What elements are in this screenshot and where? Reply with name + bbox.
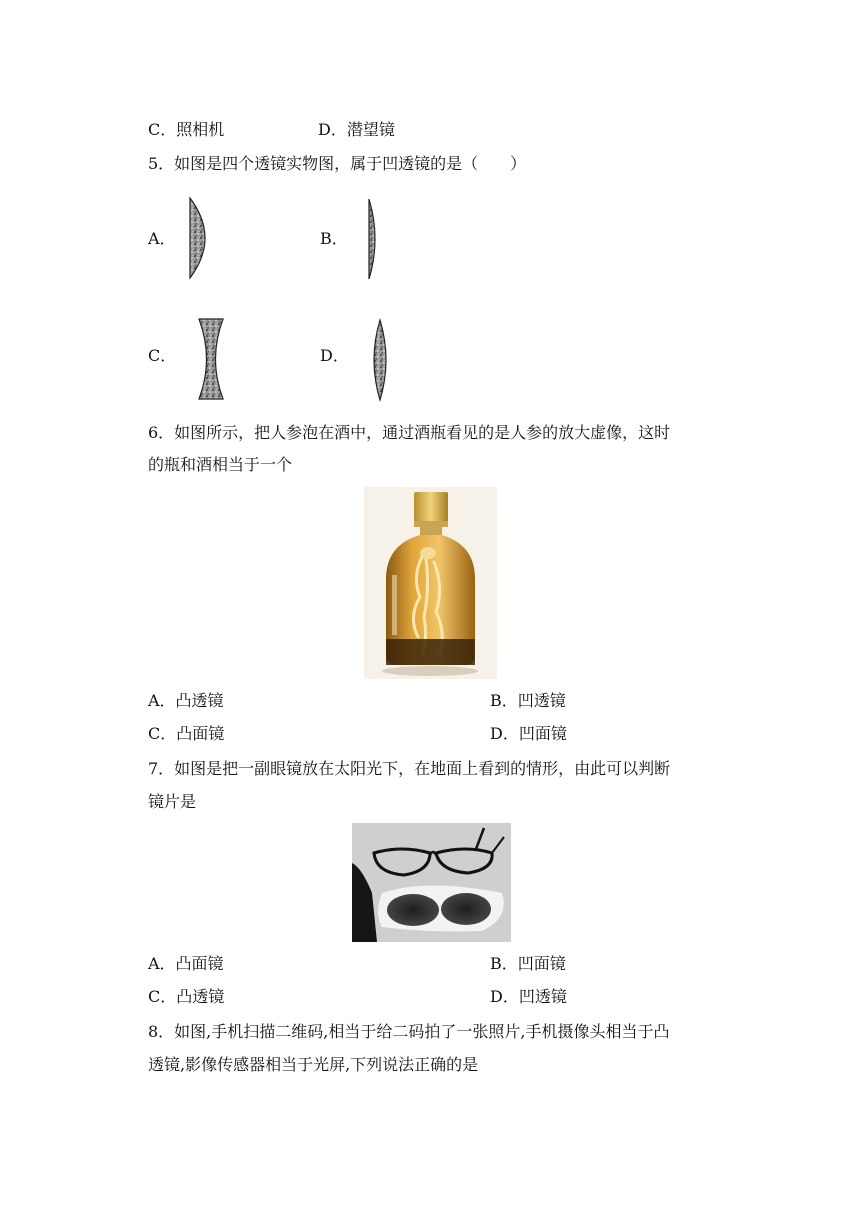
q5-label-b[interactable]: B．: [320, 229, 348, 248]
ginseng-wine-bottle-image: [364, 487, 497, 679]
q6-stem-line2: 的瓶和酒相当于一个: [148, 455, 293, 474]
biconcave-lens-image: [194, 317, 228, 401]
q5-label-a[interactable]: A．: [148, 229, 176, 248]
q8-stem-line2: 透镜,影像传感器相当于光屏,下列说法正确的是: [148, 1055, 479, 1074]
q7-option-b[interactable]: B．凹面镜: [490, 954, 566, 973]
biconvex-lens-image: [368, 318, 392, 402]
q8-stem-line1: 8．如图,手机扫描二维码,相当于给二码拍了一张照片,手机摄像头相当于凸: [148, 1022, 670, 1041]
q6-option-d[interactable]: D．凹面镜: [490, 724, 567, 743]
q7-option-c[interactable]: C．凸透镜: [148, 987, 225, 1006]
q4-option-d[interactable]: D．潜望镜: [318, 120, 395, 139]
q5-stem: 5．如图是四个透镜实物图，属于凹透镜的是（ ）: [148, 154, 527, 173]
q6-option-c[interactable]: C．凸面镜: [148, 724, 225, 743]
q7-stem-line2: 镜片是: [148, 792, 197, 811]
q5-label-c[interactable]: C．: [148, 346, 177, 365]
q4-option-c[interactable]: C．照相机: [148, 120, 225, 139]
thin-plano-convex-lens-image: [358, 197, 384, 281]
q7-option-d[interactable]: D．凹透镜: [490, 987, 567, 1006]
q5-label-d[interactable]: D．: [320, 346, 349, 365]
plano-convex-lens-image: [182, 195, 222, 281]
q6-option-a[interactable]: A．凸透镜: [148, 691, 224, 710]
eyeglasses-shadow-image: [352, 823, 511, 942]
q7-stem-line1: 7．如图是把一副眼镜放在太阳光下，在地面上看到的情形，由此可以判断: [148, 759, 671, 778]
q6-stem-line1: 6．如图所示，把人参泡在酒中，通过酒瓶看见的是人参的放大虚像，这时: [148, 423, 671, 442]
q6-option-b[interactable]: B．凹透镜: [490, 691, 566, 710]
q7-option-a[interactable]: A．凸面镜: [148, 954, 224, 973]
